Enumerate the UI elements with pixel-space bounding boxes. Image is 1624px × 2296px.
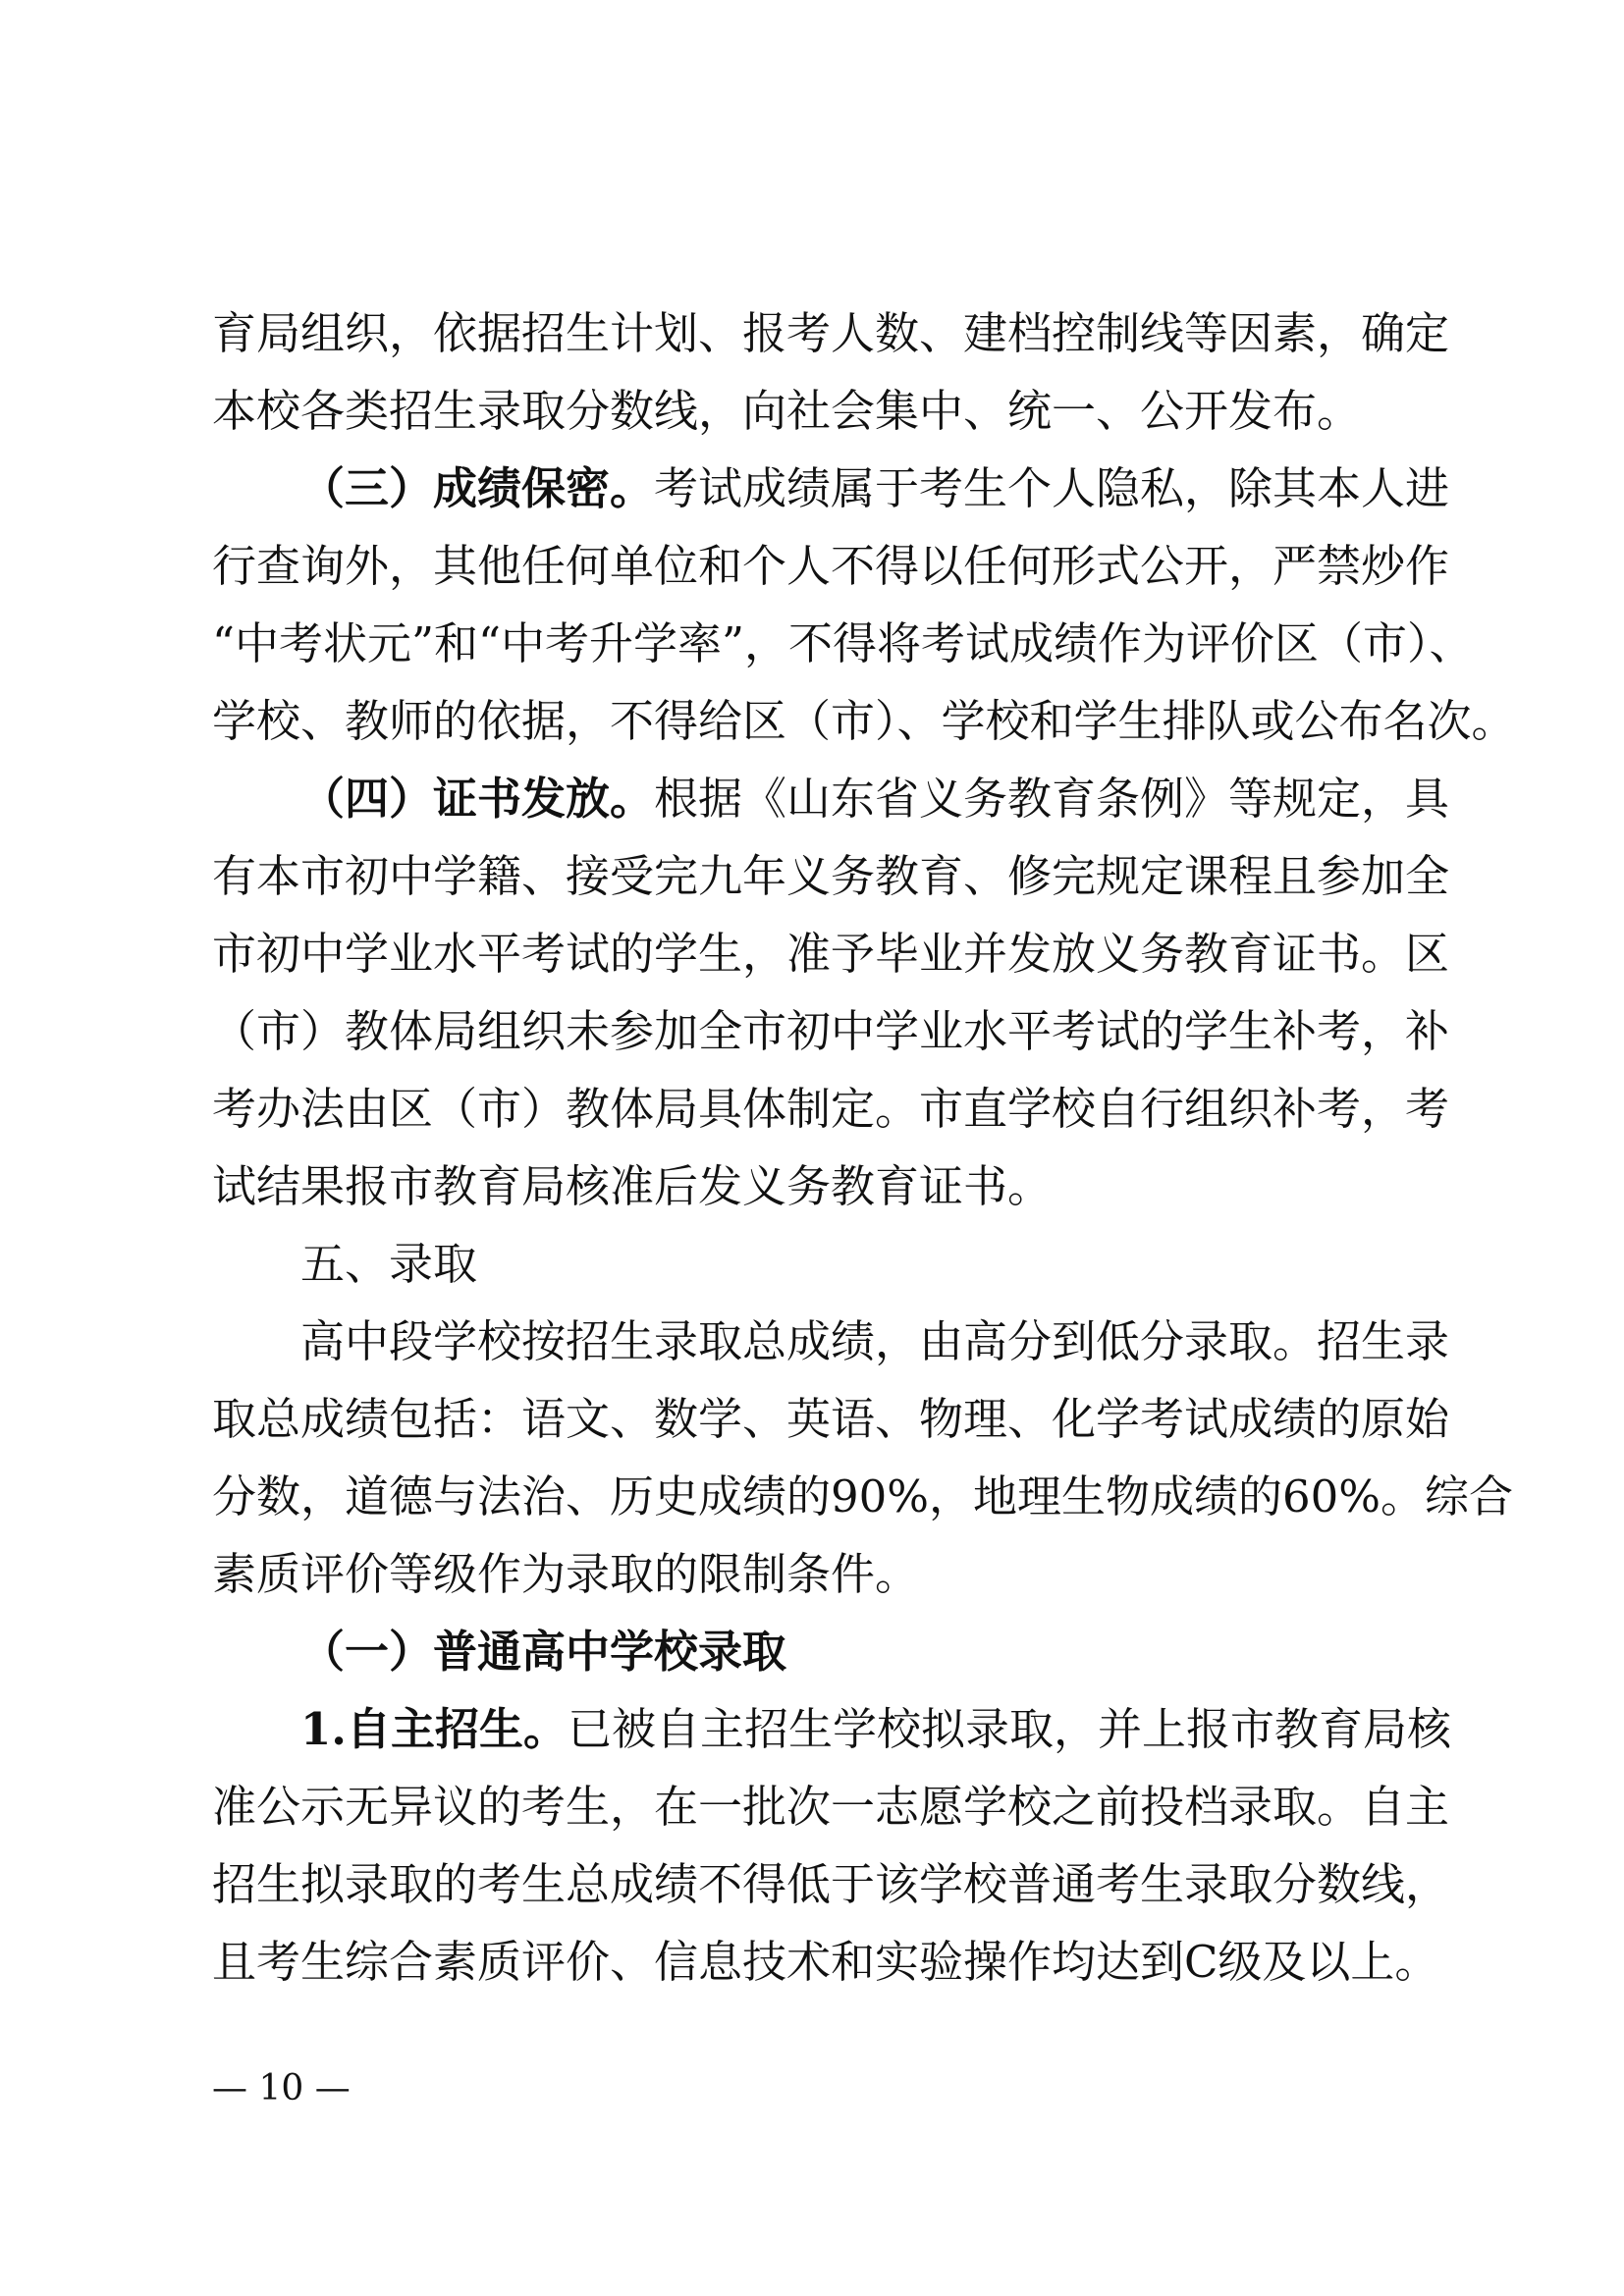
paragraph-line-6: 学校、教师的依据，不得给区（市）、学校和学生排队或公布名次。 xyxy=(212,695,1516,747)
section-heading: （一）普通高中学校录取 xyxy=(300,1626,787,1678)
paragraph-line-1: 育局组织，依据招生计划、报考人数、建档控制线等因素，确定 xyxy=(212,307,1450,359)
paragraph-line-4: 行查询外，其他任何单位和个人不得以任何形式公开，严禁炒作 xyxy=(212,540,1450,592)
paragraph-line-9: 市初中学业水平考试的学生，准予毕业并发放义务教育证书。区 xyxy=(212,928,1450,980)
item-heading: 1.自主招生。 xyxy=(300,1703,568,1755)
section-3-heading-line: （三）成绩保密。考试成绩属于考生个人隐私，除其本人进 xyxy=(300,462,1450,514)
page-number: — 10 — xyxy=(212,2068,351,2109)
item-1-heading-line: 1.自主招生。已被自主招生学校拟录取，并上报市教育局核 xyxy=(300,1703,1451,1755)
paragraph-line-5: “中考状元”和“中考升学率”，不得将考试成绩作为评价区（市）、 xyxy=(212,617,1474,669)
paragraph-line-16: 分数，道德与法治、历史成绩的90%，地理生物成绩的60%。综合 xyxy=(212,1470,1514,1522)
paragraph-line-12: 试结果报市教育局核准后发义务教育证书。 xyxy=(212,1160,1053,1212)
paragraph-line-21: 招生拟录取的考生总成绩不得低于该学校普通考生录取分数线， xyxy=(212,1858,1450,1910)
paragraph-line-17: 素质评价等级作为录取的限制条件。 xyxy=(212,1548,920,1600)
paragraph-line-11: 考办法由区（市）教体局具体制定。市直学校自行组织补考，考 xyxy=(212,1083,1450,1135)
subsection-1-heading xyxy=(300,1623,1435,1682)
paragraph-line-22: 且考生综合素质评价、信息技术和实验操作均达到C级及以上。 xyxy=(212,1936,1439,1988)
paragraph-line-2: 本校各类招生录取分数线，向社会集中、统一、公开发布。 xyxy=(212,385,1362,437)
section-heading: （四）证书发放。 xyxy=(300,773,655,825)
paragraph-line-14: 高中段学校按招生录取总成绩，由高分到低分录取。招生录 xyxy=(300,1315,1450,1367)
paragraph-line-8: 有本市初中学籍、接受完九年义务教育、修完规定课程且参加全 xyxy=(212,850,1450,902)
paragraph-line-15: 取总成绩包括：语文、数学、英语、物理、化学考试成绩的原始 xyxy=(212,1393,1450,1445)
section-4-heading-line: （四）证书发放。根据《山东省义务教育条例》等规定，具 xyxy=(300,773,1450,825)
paragraph-line-20: 准公示无异议的考生，在一批次一志愿学校之前投档录取。自主 xyxy=(212,1781,1450,1833)
paragraph-line-10: （市）教体局组织未参加全市初中学业水平考试的学生补考，补 xyxy=(212,1005,1450,1057)
section-heading: （三）成绩保密。 xyxy=(300,462,655,514)
chapter-5-heading: 五、录取 xyxy=(300,1238,478,1290)
